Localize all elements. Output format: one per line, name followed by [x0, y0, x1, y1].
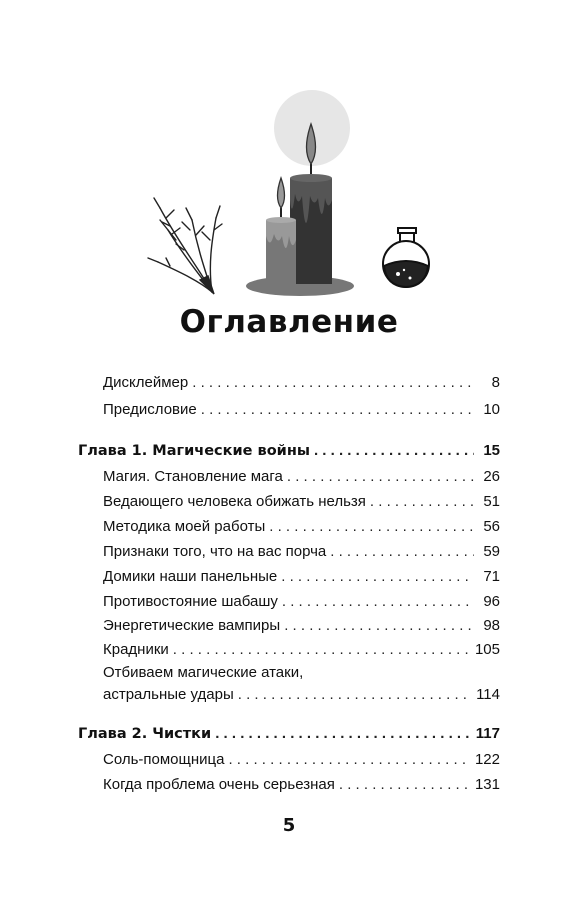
toc-entry-label: Крадники	[103, 641, 169, 658]
toc-entry-label: Домики наши панельные	[103, 568, 278, 585]
dot-leader	[281, 568, 474, 586]
page-number: 5	[282, 815, 296, 836]
dot-leader	[238, 686, 470, 704]
dot-leader	[282, 593, 474, 611]
dot-leader	[287, 468, 474, 486]
toc-entry[interactable]	[103, 751, 500, 769]
toc-chapter-page: 117	[475, 725, 500, 742]
toc-entry-label: Когда проблема очень серьезная	[103, 776, 335, 793]
toc-entry-label: Предисловие	[103, 401, 197, 418]
toc-entry-label: Энергетические вампиры	[103, 617, 281, 634]
dot-leader	[201, 401, 474, 419]
toc-entry-page: 96	[483, 593, 500, 610]
toc-entry-label-line1[interactable]: Отбиваем магические атаки,	[103, 664, 304, 681]
dot-leader	[370, 493, 474, 511]
toc-entry-page: 98	[483, 617, 500, 634]
toc-entry-page: 59	[483, 543, 500, 560]
toc-entry-label: Методика моей работы	[103, 518, 266, 535]
toc-entry[interactable]	[103, 518, 500, 536]
herb-bundle-icon	[148, 198, 222, 294]
toc-entry-page: 51	[483, 493, 500, 510]
toc-chapter-label: Глава 2. Чистки	[78, 726, 212, 742]
toc-entry[interactable]	[103, 776, 500, 794]
dot-leader	[284, 617, 474, 635]
toc-entry-label: Дисклеймер	[103, 374, 189, 391]
toc-entry[interactable]	[103, 686, 500, 704]
toc-entry-preface[interactable]	[103, 401, 500, 419]
toc-entry-page: 114	[476, 686, 500, 703]
page-title: Оглавление	[179, 304, 399, 340]
toc-entry[interactable]	[103, 493, 500, 511]
toc-entry-label: Ведающего человека обижать нельзя	[103, 493, 366, 510]
potion-flask-icon	[383, 228, 429, 287]
toc-entry-label: астральные удары	[103, 686, 234, 703]
toc-entry-page: 56	[483, 518, 500, 535]
toc-entry-disclaimer[interactable]	[103, 374, 500, 392]
dot-leader	[228, 751, 469, 769]
dot-leader	[330, 543, 474, 561]
dot-leader	[339, 776, 469, 794]
toc-entry-label: Противостояние шабашу	[103, 593, 278, 610]
toc-entry[interactable]	[103, 568, 500, 586]
toc-chapter-label: Глава 1. Магические войны	[78, 443, 310, 459]
toc-chapter-page: 15	[483, 442, 500, 459]
toc-entry[interactable]	[103, 641, 500, 659]
toc-entry-label: Соль-помощница	[103, 751, 225, 768]
toc-entry-page: 131	[474, 776, 500, 793]
toc-entry-page: 26	[483, 468, 500, 485]
dot-leader	[269, 518, 474, 536]
dot-leader	[173, 641, 469, 659]
toc-chapter-1[interactable]	[78, 442, 500, 460]
dot-leader	[314, 442, 474, 460]
dot-leader	[215, 725, 470, 743]
toc-entry[interactable]	[103, 593, 500, 611]
toc-entry-page: 8	[491, 374, 500, 391]
dot-leader	[192, 374, 474, 392]
toc-chapter-2[interactable]	[78, 725, 500, 743]
toc-entry[interactable]	[103, 543, 500, 561]
toc-entry-page: 105	[474, 641, 500, 658]
toc-entry[interactable]	[103, 617, 500, 635]
toc-entry-label: Магия. Становление мага	[103, 468, 283, 485]
toc-entry-page: 71	[483, 568, 500, 585]
candles-illustration	[0, 80, 578, 310]
toc-entry-page: 10	[483, 401, 500, 418]
toc-entry-page: 122	[474, 751, 500, 768]
toc-entry[interactable]	[103, 468, 500, 486]
toc-entry-label: Признаки того, что на вас порча	[103, 543, 327, 560]
